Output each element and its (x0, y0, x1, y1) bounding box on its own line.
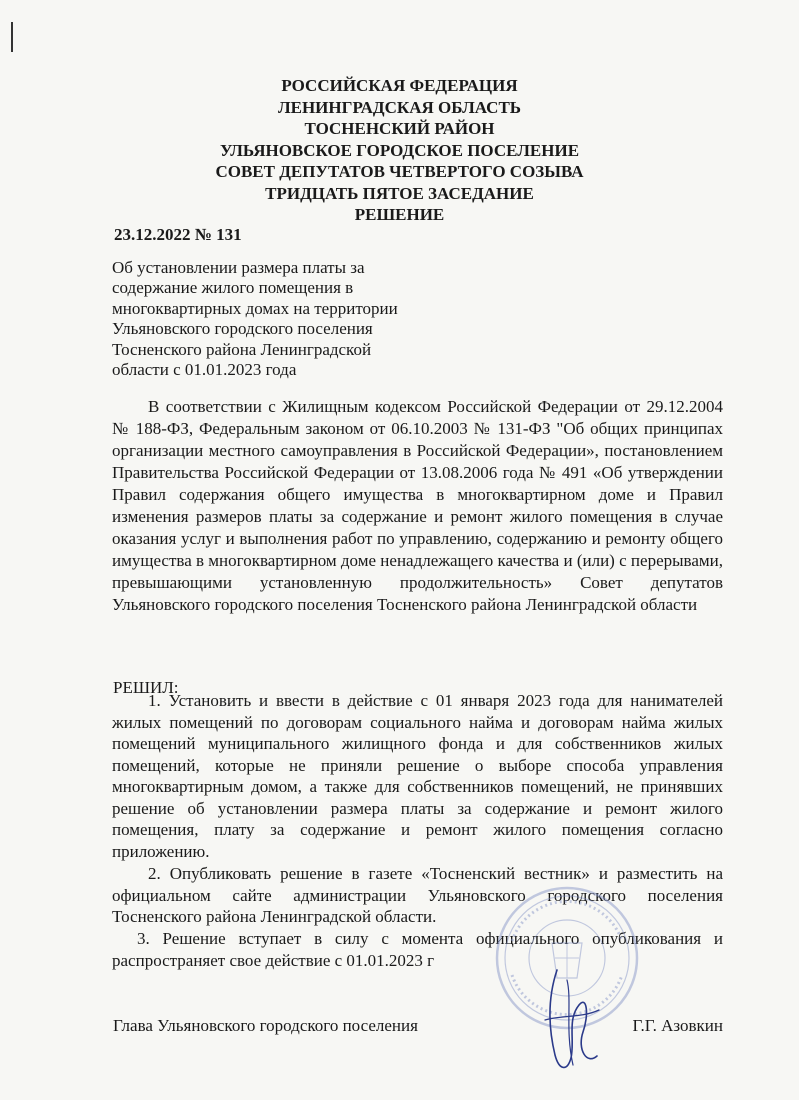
subject-line: Тосненского района Ленинградской (112, 339, 372, 359)
subject-line: области с 01.01.2023 года (112, 360, 297, 380)
subject-line: многоквартирных домах на территории (112, 298, 398, 318)
decision-item-3: 3. Решение вступает в силу с момента официального опубликования и распространяет свое действие с 01.01.2023 г (112, 929, 723, 970)
resolved-label: РЕШИЛ: (113, 678, 179, 697)
scan-edge-mark (11, 22, 13, 52)
header-doc-type: РЕШЕНИЕ (354, 205, 445, 224)
subject-line: Ульяновского городского поселения (112, 319, 373, 339)
header-district: ТОСНЕНСКИЙ РАЙОН (304, 119, 495, 138)
header-region: ЛЕНИНГРАДСКАЯ ОБЛАСТЬ (277, 97, 522, 117)
header-council: СОВЕТ ДЕПУТАТОВ ЧЕТВЕРТОГО СОЗЫВА (215, 162, 584, 181)
header-country: РОССИЙСКАЯ ФЕДЕРАЦИЯ (281, 76, 518, 95)
subject-line: Об установлении размера платы за (112, 258, 365, 277)
signatory-title: Глава Ульяновского городского поселения (113, 1016, 418, 1035)
preamble-paragraph: В соответствии с Жилищным кодексом Российской Федерации от 29.12.2004 № 188-ФЗ, Федеральным законом от 06.10.2003 № 131-ФЗ "Об общих принципах организации местного самоуправления в Российской Федерации», постановлением Правительства Российской Федерации от 13.08.2006 года № 491 «Об утверждении Правил содержания общего имущества в многоквартирном доме и Правил изменения размеров платы за содержание и ремонт жилого помещения в случае оказания услуг и выполнения работ по управлению, содержанию и ремонту общего имущества в многоквартирном доме ненадлежащего качества и (или) с перерывами, превышающими установленную продолжительность» Совет депутатов Ульяновского городского поселения Тосненского района Ленинградской области (112, 397, 723, 614)
decision-item-2: 2. Опубликовать решение в газете «Тосненский вестник» и разместить на официальном сайте администрации Ульяновского городского поселения Тосненского района Ленинградской области. (112, 864, 723, 926)
decision-subject (112, 258, 442, 380)
document-header (0, 75, 799, 226)
header-session: ТРИДЦАТЬ ПЯТОЕ ЗАСЕДАНИЕ (265, 183, 534, 203)
handwritten-signature (527, 960, 617, 1080)
decision-item-1: 1. Установить и ввести в действие с 01 января 2023 года для нанимателей жилых помещений по договорам социального найма и договорам найма жилых помещений муниципального жилищного фонда и для собственников жилых помещений, которые не приняли решение о выборе способа управления многоквартирным домом, а также для собственников помещений, не принявших решение об установлении размера платы за содержание и ремонт жилого помещения, плату за содержание и ремонт жилого помещения согласно приложению. (112, 691, 723, 861)
subject-line: содержание жилого помещения в (112, 278, 354, 298)
signatory-name: Г.Г. Азовкин (632, 1016, 723, 1035)
header-settlement: УЛЬЯНОВСКОЕ ГОРОДСКОЕ ПОСЕЛЕНИЕ (219, 140, 580, 160)
decision-date-number: 23.12.2022 № 131 (114, 225, 242, 244)
